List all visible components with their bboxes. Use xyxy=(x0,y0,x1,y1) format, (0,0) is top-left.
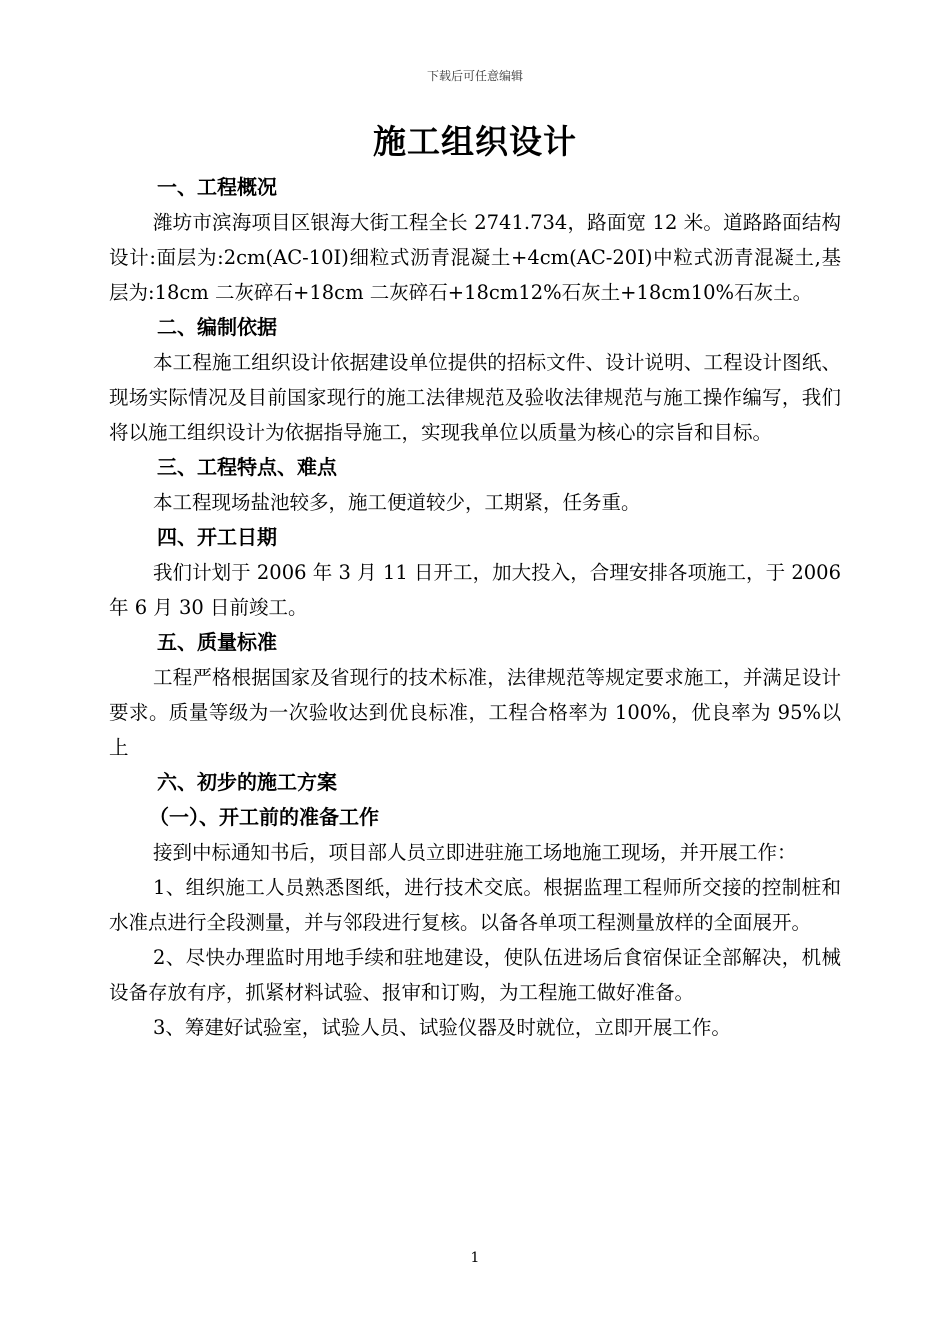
page-number: 1 xyxy=(470,1250,480,1266)
section-heading-start-date: 四、开工日期 xyxy=(157,525,277,549)
section-paragraph-overview: 潍坊市滨海项目区银海大街工程全长 2741.734，路面宽 12 米。道路路面结构设计:面层为:2cm(AC-10I)细粒式沥青混凝土+4cm(AC-20I)中粒式沥青混凝土,基层为:18cm 二灰碎石+18cm 二灰碎石+18cm12%石灰土+18cm10%石灰土。 xyxy=(109,211,841,304)
preparation-item: 3、筹建好试验室，试验人员、试验仪器及时就位，立即开展工作。 xyxy=(153,1016,731,1039)
preparation-item: 1、组织施工人员熟悉图纸，进行技术交底。根据监理工程师所交接的控制桩和水准点进行全段测量，并与邻段进行复核。以备各单项工程测量放样的全面展开。 xyxy=(109,876,841,934)
header-note: 下载后可任意编辑 xyxy=(426,69,523,83)
section-paragraph-features: 本工程现场盐池较多，施工便道较少，工期紧，任务重。 xyxy=(153,491,641,514)
preparation-paragraph: 接到中标通知书后，项目部人员立即进驻施工场地施工现场，并开展工作： xyxy=(153,841,797,864)
preparation-item: 2、尽快办理监时用地手续和驻地建设，使队伍进场后食宿保证全部解决，机械设备存放有序，抓紧材料试验、报审和订购，为工程施工做好准备。 xyxy=(109,946,841,1004)
document-title: 施工组织设计 xyxy=(373,122,577,161)
section-heading-overview: 一、工程概况 xyxy=(157,175,277,199)
section-heading-features: 三、工程特点、难点 xyxy=(157,455,337,479)
section-heading-construction-plan: 六、初步的施工方案 xyxy=(157,770,337,794)
subsection-heading-preparation: （一）、开工前的准备工作 xyxy=(149,805,379,829)
section-paragraph-quality: 工程严格根据国家及省现行的技术标准，法律规范等规定要求施工，并满足设计要求。质量等级为一次验收达到优良标准，工程合格率为 100%，优良率为 95%以上 xyxy=(109,666,841,759)
section-paragraph-basis: 本工程施工组织设计依据建设单位提供的招标文件、设计说明、工程设计图纸、现场实际情况及目前国家现行的施工法律规范及验收法律规范与施工操作编写，我们将以施工组织设计为依据指导施工，实现我单位以质量为核心的宗旨和目标。 xyxy=(109,351,841,444)
section-paragraph-start-date: 我们计划于 2006 年 3 月 11 日开工，加大投入，合理安排各项施工，于 2006 年 6 月 30 日前竣工。 xyxy=(109,561,841,619)
section-heading-quality: 五、质量标准 xyxy=(157,630,277,654)
section-heading-basis: 二、编制依据 xyxy=(157,315,277,339)
document-body xyxy=(109,170,841,1045)
